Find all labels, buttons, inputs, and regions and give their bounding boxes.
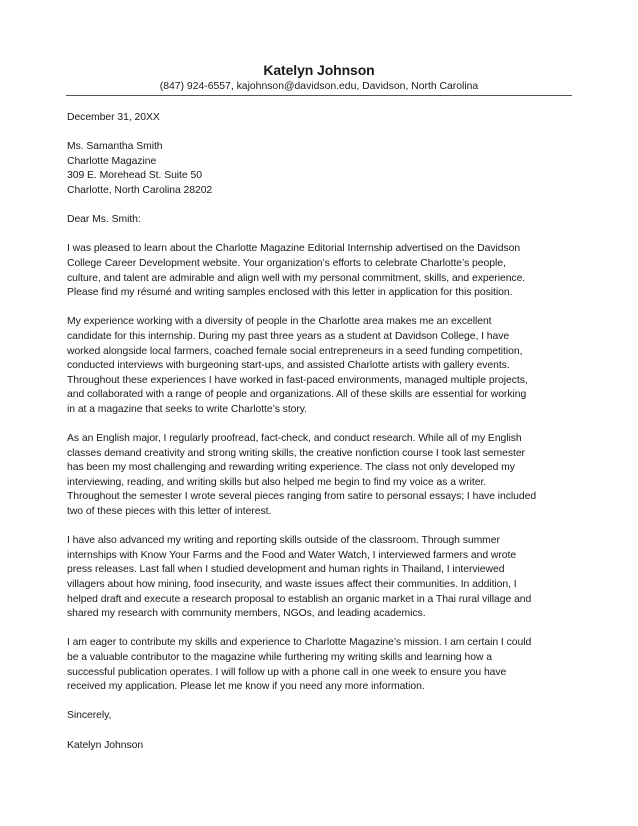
- paragraph-line: villagers about how mining, food insecurity, and waste issues affect their communities. In addition, I: [67, 579, 517, 590]
- paragraph-line: helped draft and execute a research proposal to establish an organic market in a Thai rural village and: [67, 593, 532, 605]
- paragraph-5: [67, 636, 572, 694]
- letter-date: [67, 111, 572, 126]
- signature-name: Katelyn Johnson: [67, 739, 144, 751]
- paragraph-line: shared my research with community members, NGOs, and leading academics.: [67, 608, 426, 620]
- paragraph-line: Throughout the semester I wrote several pieces ranging from satire to personal essays; I have included: [67, 491, 537, 503]
- paragraph-line: internships with Know Your Farms and the Food and Water Watch, I interviewed farmers and wrote: [67, 549, 517, 561]
- paragraph-line: My experience working with a diversity of people in the Charlotte area makes me an excellent: [67, 316, 492, 328]
- paragraph-1: [67, 242, 572, 300]
- paragraph-2: [67, 315, 572, 417]
- paragraph-line: in at a magazine that seeks to write Charlotte’s story.: [67, 403, 308, 415]
- salutation: [67, 213, 572, 228]
- paragraph-line: I am eager to contribute my skills and experience to Charlotte Magazine’s mission. I am certain I could: [67, 637, 532, 649]
- paragraph-line: has been my most challenging and rewarding writing experience. The class not only developed my: [67, 462, 515, 474]
- paragraph-line: be a valuable contributor to the magazine while furthering my writing skills and learning how a: [67, 651, 492, 663]
- paragraph-line: classes demand creativity and strong writing skills, the creative nonfiction course I took last semester: [67, 447, 525, 459]
- paragraph-line: Throughout these experiences I have worked in fast-paced environments, managed multiple projects,: [67, 374, 528, 386]
- paragraph-line: and collaborated with a range of people and organizations. All of these skills are essential for working: [67, 389, 527, 401]
- paragraph-line: Please find my résumé and writing samples enclosed with this letter in application for this position.: [67, 287, 513, 299]
- paragraph-line: conducted interviews with burgeoning start-ups, and assisted Charlotte artists with gallery events.: [67, 360, 510, 372]
- paragraph-line: I have also advanced my writing and reporting skills outside of the classroom. Through summer: [67, 535, 500, 547]
- sender-name: Katelyn Johnson: [263, 62, 375, 78]
- salutation-line: Dear Ms. Smith:: [67, 214, 141, 226]
- paragraph-line: I was pleased to learn about the Charlotte Magazine Editorial Internship advertised on the Davidson: [67, 243, 521, 255]
- closing-line: Sincerely,: [67, 710, 112, 722]
- date-line: December 31, 20XX: [67, 112, 160, 123]
- paragraph-line: College Career Development website. Your organization’s efforts to celebrate Charlotte’s people,: [67, 257, 506, 269]
- letterhead-divider: [66, 95, 572, 96]
- paragraph-line: candidate for this internship. During my past three years as a student at Davidson College, I have: [67, 330, 510, 342]
- closing: [67, 709, 572, 724]
- paragraph-3: [67, 432, 572, 520]
- paragraph-line: press releases. Last fall when I studied development and human rights in Thailand, I interviewed: [67, 564, 505, 576]
- recipient-city: Charlotte, North Carolina 28202: [67, 184, 213, 196]
- signature: [67, 739, 572, 754]
- recipient-name: Ms. Samantha Smith: [67, 141, 163, 153]
- paragraph-line: interviewing, reading, and writing skills but also helped me begin to find my voice as a writer.: [67, 476, 487, 488]
- sender-contact: (847) 924-6557, kajohnson@davidson.edu, Davidson, North Carolina: [159, 81, 479, 92]
- paragraph-line: successful publication operates. I will follow up with a phone call in one week to ensure you have: [67, 666, 507, 678]
- paragraph-line: worked alongside local farmers, coached female social entrepreneurs in a seed funding competition,: [67, 345, 523, 357]
- paragraph-line: culture, and talent are admirable and align well with my personal commitment, skills, and experience.: [67, 272, 526, 284]
- paragraph-line: two of these pieces with this letter of interest.: [67, 506, 272, 518]
- letter-body: [67, 111, 572, 768]
- paragraph-line: received my application. Please let me know if you need any more information.: [67, 681, 425, 693]
- paragraph-4: [67, 534, 572, 622]
- recipient-address: [67, 140, 572, 198]
- recipient-organization: Charlotte Magazine: [67, 155, 157, 167]
- paragraph-line: As an English major, I regularly proofread, fact-check, and conduct research. While all of my English: [67, 433, 522, 445]
- recipient-street: 309 E. Morehead St. Suite 50: [67, 170, 202, 182]
